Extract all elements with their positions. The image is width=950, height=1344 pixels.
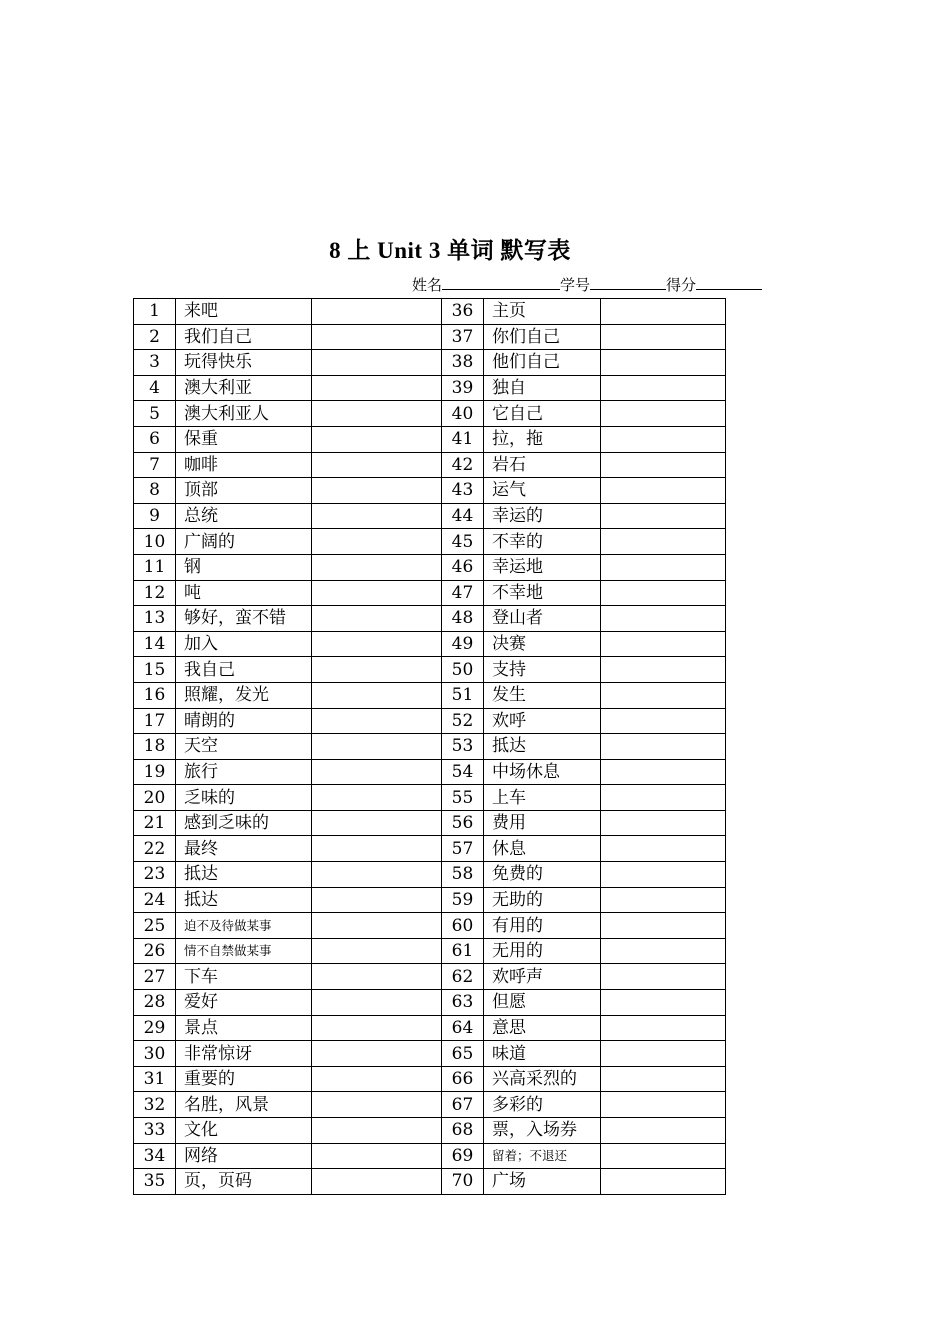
table-row	[134, 1015, 726, 1041]
item-number: 28	[134, 990, 176, 1016]
answer-cell[interactable]	[312, 631, 442, 657]
answer-cell[interactable]	[312, 324, 442, 350]
item-number: 12	[134, 580, 176, 606]
answer-cell[interactable]	[312, 580, 442, 606]
answer-cell[interactable]	[601, 631, 726, 657]
chinese-word: 感到乏味的	[176, 810, 312, 836]
table-row	[134, 990, 726, 1016]
item-number: 65	[442, 1041, 484, 1067]
table-row	[134, 1041, 726, 1067]
item-number: 58	[442, 862, 484, 888]
answer-cell[interactable]	[601, 1118, 726, 1144]
item-number: 17	[134, 708, 176, 734]
chinese-word: 免费的	[484, 862, 601, 888]
chinese-word: 多彩的	[484, 1092, 601, 1118]
table-row	[134, 682, 726, 708]
answer-cell[interactable]	[601, 426, 726, 452]
answer-cell[interactable]	[601, 964, 726, 990]
chinese-word: 你们自己	[484, 324, 601, 350]
answer-cell[interactable]	[312, 299, 442, 325]
chinese-word: 兴高采烈的	[484, 1066, 601, 1092]
chinese-word: 票，入场券	[484, 1118, 601, 1144]
answer-cell[interactable]	[312, 1041, 442, 1067]
chinese-word: 不幸地	[484, 580, 601, 606]
chinese-word: 支持	[484, 657, 601, 683]
chinese-word: 运气	[484, 478, 601, 504]
chinese-word: 吨	[176, 580, 312, 606]
answer-cell[interactable]	[601, 913, 726, 939]
chinese-word: 爱好	[176, 990, 312, 1016]
table-row	[134, 734, 726, 760]
chinese-word: 澳大利亚	[176, 375, 312, 401]
answer-cell[interactable]	[312, 478, 442, 504]
item-number: 55	[442, 785, 484, 811]
item-number: 32	[134, 1092, 176, 1118]
answer-cell[interactable]	[601, 299, 726, 325]
chinese-word: 晴朗的	[176, 708, 312, 734]
item-number: 45	[442, 529, 484, 555]
table-row	[134, 426, 726, 452]
answer-cell[interactable]	[601, 401, 726, 427]
chinese-word: 休息	[484, 836, 601, 862]
item-number: 3	[134, 350, 176, 376]
item-number: 26	[134, 938, 176, 964]
chinese-word: 它自己	[484, 401, 601, 427]
answer-cell[interactable]	[601, 785, 726, 811]
chinese-word: 咖啡	[176, 452, 312, 478]
student-id-label: 学号	[560, 276, 591, 294]
chinese-word: 幸运的	[484, 503, 601, 529]
item-number: 46	[442, 554, 484, 580]
item-number: 44	[442, 503, 484, 529]
chinese-word: 幸运地	[484, 554, 601, 580]
chinese-word: 玩得快乐	[176, 350, 312, 376]
table-row	[134, 759, 726, 785]
chinese-word: 费用	[484, 810, 601, 836]
item-number: 38	[442, 350, 484, 376]
table-row	[134, 606, 726, 632]
chinese-word: 主页	[484, 299, 601, 325]
item-number: 63	[442, 990, 484, 1016]
item-number: 30	[134, 1041, 176, 1067]
item-number: 9	[134, 503, 176, 529]
chinese-word: 广阔的	[176, 529, 312, 555]
answer-cell[interactable]	[312, 1118, 442, 1144]
item-number: 15	[134, 657, 176, 683]
item-number: 53	[442, 734, 484, 760]
table-row	[134, 401, 726, 427]
answer-cell[interactable]	[312, 836, 442, 862]
item-number: 5	[134, 401, 176, 427]
item-number: 29	[134, 1015, 176, 1041]
item-number: 60	[442, 913, 484, 939]
table-row	[134, 478, 726, 504]
item-number: 10	[134, 529, 176, 555]
table-row	[134, 657, 726, 683]
item-number: 34	[134, 1143, 176, 1169]
chinese-word: 情不自禁做某事	[176, 938, 312, 964]
item-number: 59	[442, 887, 484, 913]
answer-cell[interactable]	[601, 503, 726, 529]
chinese-word: 顶部	[176, 478, 312, 504]
name-blank[interactable]	[442, 275, 560, 290]
answer-cell[interactable]	[601, 1169, 726, 1195]
item-number: 37	[442, 324, 484, 350]
table-row	[134, 554, 726, 580]
item-number: 6	[134, 426, 176, 452]
item-number: 4	[134, 375, 176, 401]
answer-cell[interactable]	[601, 1092, 726, 1118]
item-number: 41	[442, 426, 484, 452]
chinese-word: 意思	[484, 1015, 601, 1041]
answer-cell[interactable]	[601, 938, 726, 964]
answer-cell[interactable]	[601, 554, 726, 580]
item-number: 7	[134, 452, 176, 478]
answer-cell[interactable]	[312, 350, 442, 376]
table-row	[134, 913, 726, 939]
answer-cell[interactable]	[312, 1169, 442, 1195]
item-number: 62	[442, 964, 484, 990]
item-number: 22	[134, 836, 176, 862]
item-number: 54	[442, 759, 484, 785]
answer-cell[interactable]	[312, 606, 442, 632]
answer-cell[interactable]	[312, 862, 442, 888]
item-number: 27	[134, 964, 176, 990]
answer-cell[interactable]	[601, 324, 726, 350]
item-number: 47	[442, 580, 484, 606]
item-number: 52	[442, 708, 484, 734]
item-number: 13	[134, 606, 176, 632]
table-row	[134, 708, 726, 734]
chinese-word: 乏味的	[176, 785, 312, 811]
chinese-word: 名胜，风景	[176, 1092, 312, 1118]
score-blank[interactable]	[696, 275, 762, 290]
table-row	[134, 836, 726, 862]
chinese-word: 下车	[176, 964, 312, 990]
item-number: 35	[134, 1169, 176, 1195]
chinese-word: 欢呼	[484, 708, 601, 734]
item-number: 21	[134, 810, 176, 836]
table-row	[134, 785, 726, 811]
item-number: 67	[442, 1092, 484, 1118]
item-number: 66	[442, 1066, 484, 1092]
answer-cell[interactable]	[601, 759, 726, 785]
item-number: 70	[442, 1169, 484, 1195]
chinese-word: 保重	[176, 426, 312, 452]
table-row	[134, 375, 726, 401]
item-number: 1	[134, 299, 176, 325]
item-number: 64	[442, 1015, 484, 1041]
answer-cell[interactable]	[312, 529, 442, 555]
chinese-word: 有用的	[484, 913, 601, 939]
chinese-word: 够好，蛮不错	[176, 606, 312, 632]
item-number: 50	[442, 657, 484, 683]
item-number: 20	[134, 785, 176, 811]
answer-cell[interactable]	[601, 682, 726, 708]
chinese-word: 我们自己	[176, 324, 312, 350]
item-number: 43	[442, 478, 484, 504]
answer-cell[interactable]	[312, 401, 442, 427]
item-number: 11	[134, 554, 176, 580]
chinese-word: 照耀，发光	[176, 682, 312, 708]
chinese-word: 天空	[176, 734, 312, 760]
answer-cell[interactable]	[312, 1015, 442, 1041]
item-number: 8	[134, 478, 176, 504]
table-row	[134, 887, 726, 913]
answer-cell[interactable]	[601, 836, 726, 862]
table-row	[134, 299, 726, 325]
table-row	[134, 1169, 726, 1195]
item-number: 48	[442, 606, 484, 632]
item-number: 25	[134, 913, 176, 939]
answer-cell[interactable]	[312, 1143, 442, 1169]
item-number: 69	[442, 1143, 484, 1169]
answer-cell[interactable]	[312, 426, 442, 452]
chinese-word: 非常惊讶	[176, 1041, 312, 1067]
chinese-word: 无用的	[484, 938, 601, 964]
answer-cell[interactable]	[601, 478, 726, 504]
chinese-word: 迫不及待做某事	[176, 913, 312, 939]
answer-cell[interactable]	[601, 580, 726, 606]
answer-cell[interactable]	[312, 990, 442, 1016]
answer-cell[interactable]	[312, 759, 442, 785]
answer-cell[interactable]	[601, 810, 726, 836]
item-number: 14	[134, 631, 176, 657]
answer-cell[interactable]	[312, 810, 442, 836]
chinese-word: 决赛	[484, 631, 601, 657]
item-number: 57	[442, 836, 484, 862]
item-number: 49	[442, 631, 484, 657]
item-number: 56	[442, 810, 484, 836]
item-number: 33	[134, 1118, 176, 1144]
answer-cell[interactable]	[601, 1015, 726, 1041]
item-number: 68	[442, 1118, 484, 1144]
table-row	[134, 1066, 726, 1092]
chinese-word: 独自	[484, 375, 601, 401]
chinese-word: 留着；不退还	[484, 1143, 601, 1169]
chinese-word: 总统	[176, 503, 312, 529]
chinese-word: 澳大利亚人	[176, 401, 312, 427]
item-number: 51	[442, 682, 484, 708]
chinese-word: 抵达	[176, 887, 312, 913]
item-number: 19	[134, 759, 176, 785]
table-row	[134, 810, 726, 836]
student-info-line	[412, 274, 762, 295]
answer-cell[interactable]	[601, 606, 726, 632]
answer-cell[interactable]	[312, 375, 442, 401]
answer-cell[interactable]	[601, 657, 726, 683]
answer-cell[interactable]	[312, 913, 442, 939]
chinese-word: 上车	[484, 785, 601, 811]
chinese-word: 广场	[484, 1169, 601, 1195]
answer-cell[interactable]	[312, 938, 442, 964]
chinese-word: 网络	[176, 1143, 312, 1169]
answer-cell[interactable]	[312, 964, 442, 990]
chinese-word: 钢	[176, 554, 312, 580]
answer-cell[interactable]	[312, 682, 442, 708]
table-row	[134, 964, 726, 990]
answer-cell[interactable]	[312, 708, 442, 734]
answer-cell[interactable]	[312, 554, 442, 580]
chinese-word: 景点	[176, 1015, 312, 1041]
table-row	[134, 580, 726, 606]
chinese-word: 加入	[176, 631, 312, 657]
student-id-blank[interactable]	[590, 275, 666, 290]
item-number: 24	[134, 887, 176, 913]
name-label: 姓名	[412, 276, 443, 294]
item-number: 16	[134, 682, 176, 708]
table-row	[134, 503, 726, 529]
answer-cell[interactable]	[601, 529, 726, 555]
chinese-word: 页，页码	[176, 1169, 312, 1195]
chinese-word: 他们自己	[484, 350, 601, 376]
table-row	[134, 324, 726, 350]
answer-cell[interactable]	[601, 350, 726, 376]
table-row	[134, 631, 726, 657]
item-number: 18	[134, 734, 176, 760]
answer-cell[interactable]	[601, 734, 726, 760]
answer-cell[interactable]	[601, 1041, 726, 1067]
answer-cell[interactable]	[312, 887, 442, 913]
answer-cell[interactable]	[601, 862, 726, 888]
answer-cell[interactable]	[601, 990, 726, 1016]
chinese-word: 无助的	[484, 887, 601, 913]
chinese-word: 发生	[484, 682, 601, 708]
chinese-word: 岩石	[484, 452, 601, 478]
chinese-word: 拉，拖	[484, 426, 601, 452]
answer-cell[interactable]	[601, 1066, 726, 1092]
answer-cell[interactable]	[312, 1066, 442, 1092]
item-number: 42	[442, 452, 484, 478]
table-row	[134, 452, 726, 478]
table-row	[134, 1143, 726, 1169]
table-row	[134, 529, 726, 555]
answer-cell[interactable]	[601, 1143, 726, 1169]
chinese-word: 抵达	[176, 862, 312, 888]
score-label: 得分	[666, 276, 697, 294]
chinese-word: 抵达	[484, 734, 601, 760]
worksheet-title: 8 上 Unit 3 单词 默写表	[329, 238, 571, 263]
chinese-word: 旅行	[176, 759, 312, 785]
chinese-word: 重要的	[176, 1066, 312, 1092]
item-number: 61	[442, 938, 484, 964]
answer-cell[interactable]	[312, 785, 442, 811]
chinese-word: 登山者	[484, 606, 601, 632]
chinese-word: 但愿	[484, 990, 601, 1016]
vocabulary-table	[133, 298, 726, 1195]
item-number: 40	[442, 401, 484, 427]
chinese-word: 中场休息	[484, 759, 601, 785]
table-row	[134, 862, 726, 888]
table-row	[134, 1092, 726, 1118]
answer-cell[interactable]	[601, 708, 726, 734]
chinese-word: 文化	[176, 1118, 312, 1144]
answer-cell[interactable]	[312, 734, 442, 760]
chinese-word: 最终	[176, 836, 312, 862]
item-number: 23	[134, 862, 176, 888]
answer-cell[interactable]	[312, 657, 442, 683]
item-number: 36	[442, 299, 484, 325]
table-row	[134, 350, 726, 376]
chinese-word: 来吧	[176, 299, 312, 325]
answer-cell[interactable]	[312, 452, 442, 478]
table-row	[134, 1118, 726, 1144]
chinese-word: 味道	[484, 1041, 601, 1067]
chinese-word: 我自己	[176, 657, 312, 683]
chinese-word: 不幸的	[484, 529, 601, 555]
answer-cell[interactable]	[601, 452, 726, 478]
answer-cell[interactable]	[601, 375, 726, 401]
item-number: 39	[442, 375, 484, 401]
chinese-word: 欢呼声	[484, 964, 601, 990]
table-row	[134, 938, 726, 964]
answer-cell[interactable]	[312, 1092, 442, 1118]
answer-cell[interactable]	[601, 887, 726, 913]
item-number: 2	[134, 324, 176, 350]
answer-cell[interactable]	[312, 503, 442, 529]
item-number: 31	[134, 1066, 176, 1092]
